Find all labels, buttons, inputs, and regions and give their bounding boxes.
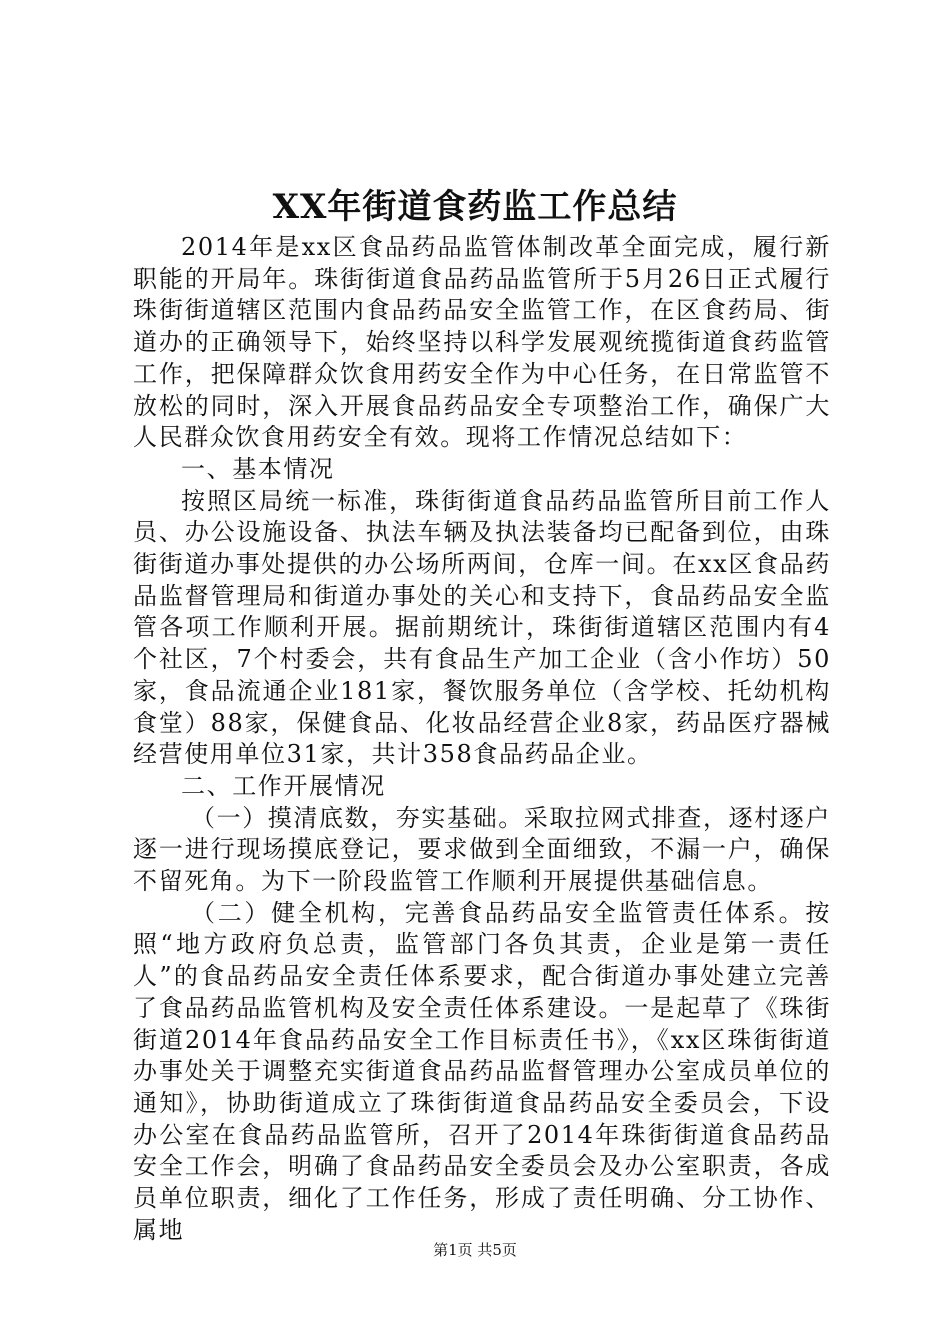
document-title: XX年街道食药监工作总结 [272,187,678,227]
section-heading-work: 二、工作开展情况 [181,771,386,800]
intro-paragraph: 2014年是xx区食品药品监管体制改革全面完成，履行新职能的开局年。珠街街道食品药品监管所于5月26日正式履行珠街街道辖区范围内食品药品安全监管工作，在区食药局、街道办的正确领导下，始终坚持以科学发展观统揽街道食药监管工作，把保障群众饮食用药安全作为中心任务，在日常监管不放松的同时，深入开展食品药品安全专项整治工作，确保广大人民群众饮食用药安全有效。现将工作情况总结如下： [133,233,831,452]
basic-situation-paragraph: 按照区局统一标准，珠街街道食品药品监管所目前工作人员、办公设施设备、执法车辆及执法装备均已配备到位，由珠街街道办事处提供的办公场所两间，仓库一间。在xx区食品药品监督管理局和街道办事处的关心和支持下，食品药品安全监管各项工作顺利开展。据前期统计，珠街街道辖区范围内有4个社区，7个村委会，共有食品生产加工企业（含小作坊）50家，食品流通企业181家，餐饮服务单位（含学校、托幼机构食堂）88家，保健食品、化妆品经营企业8家，药品医疗器械经营使用单位31家，共计358食品药品企业。 [133,486,831,769]
work-item-1-paragraph: （一）摸清底数，夯实基础。采取拉网式排查，逐村逐户逐一进行现场摸底登记，要求做到全面细致，不漏一户，确保不留死角。为下一阶段监管工作顺利开展提供基础信息。 [133,803,831,896]
work-item-2-paragraph: （二）健全机构，完善食品药品安全监管责任体系。按照“地方政府负总责，监管部门各负其责，企业是第一责任人”的食品药品安全责任体系要求，配合街道办事处建立完善了食品药品监管机构及安全责任体系建设。一是起草了《珠街街道2014年食品药品安全工作目标责任书》，《xx区珠街街道办事处关于调整充实街道食品药品监督管理办公室成员单位的通知》，协助街道成立了珠街街道食品药品安全委员会，下设办公室在食品药品监管所，召开了2014年珠街街道食品药品安全工作会，明确了食品药品安全委员会及办公室职责，各成员单位职责，细化了工作任务，形成了责任明确、分工协作、属地 [133,898,831,1244]
section-heading-basic: 一、基本情况 [181,454,335,483]
document-body [133,232,831,1247]
page-footer: 第1页 共5页 [433,1241,517,1259]
